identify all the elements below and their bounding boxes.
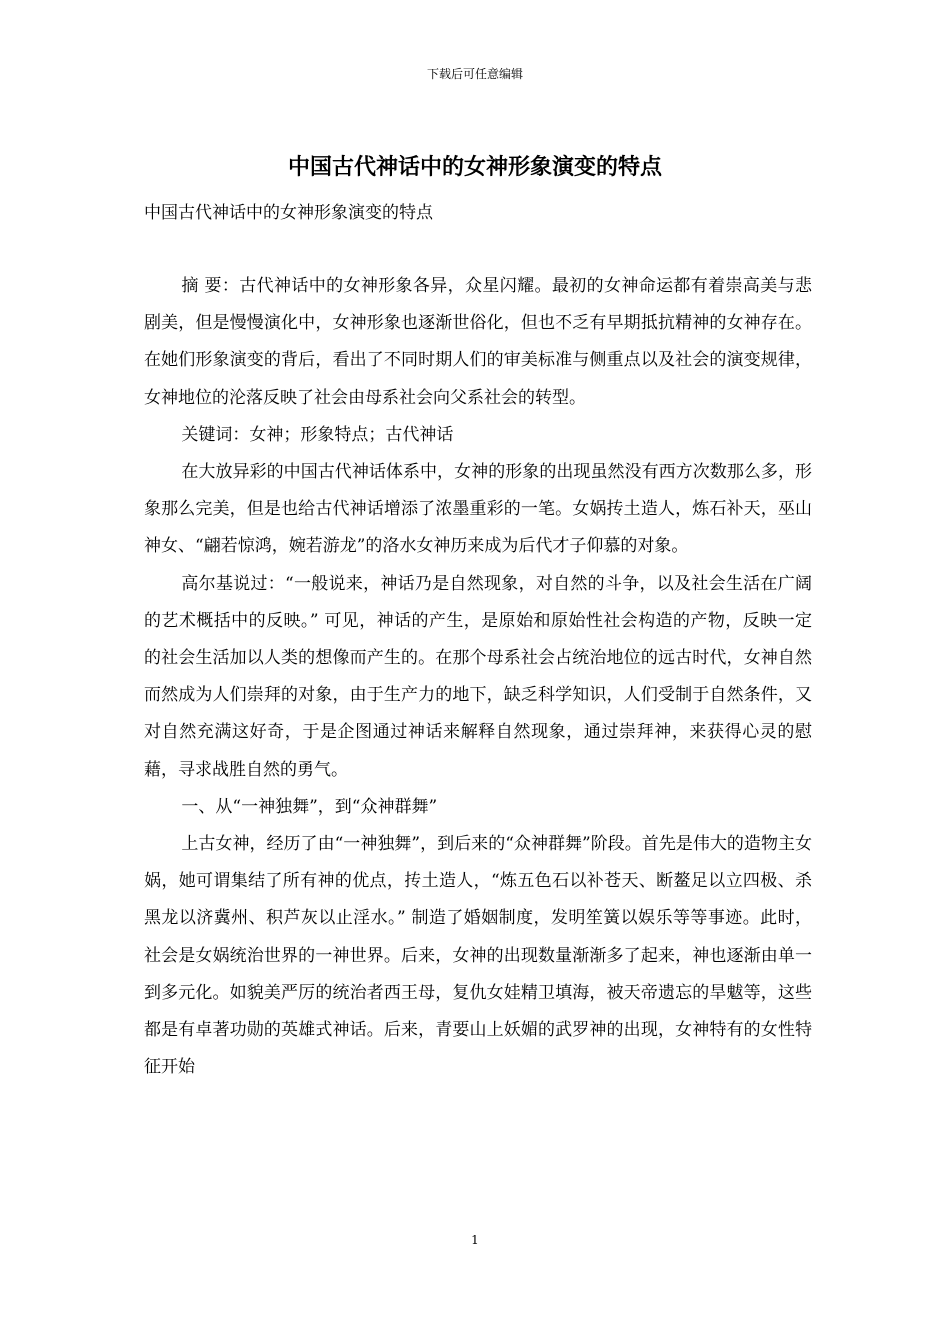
page-number: 1 xyxy=(471,1233,479,1247)
header-note: 下载后可任意编辑 xyxy=(426,67,523,81)
body-paragraph: 上古女神，经历了由“一神独舞”，到后来的“众神群舞”阶段。首先是伟大的造物主女娲，她可谓集结了所有神的优点，抟土造人，“炼五色石以补苍天、断鳌足以立四极、杀黑龙以济冀州、积芦灰以止淫水。” 制造了婚姻制度，发明笙簧以娱乐等等事迹。此时，社会是女娲统治世界的一神世界。后来，女神的出现数量渐渐多了起来，神也逐渐由单一到多元化。如貌美严厉的统治者西王母，复仇女娃精卫填海，被天帝遗忘的旱魃等，这些都是有卓著功勋的英雄式神话。后来，青要山上妖媚的武罗神的出现，女神特有的女性特征开始 xyxy=(144,834,812,1078)
document-subtitle: 中国古代神话中的女神形象演变的特点 xyxy=(144,203,433,223)
document-body xyxy=(144,268,812,1086)
section-heading: 一、从“一神独舞”，到“众神群舞” xyxy=(181,796,438,817)
body-paragraph: 高尔基说过：“一般说来，神话乃是自然现象，对自然的斗争，以及社会生活在广阔的艺术概括中的反映。” 可见，神话的产生，是原始和原始性社会构造的产物，反映一定的社会生活加以人类的想像而产生的。在那个母系社会占统治地位的远古时代，女神自然而然成为人们崇拜的对象，由于生产力的地下，缺乏科学知识，人们受制于自然条件，又对自然充满这好奇，于是企图通过神话来解释自然现象，通过崇拜神，来获得心灵的慰藉，寻求战胜自然的勇气。 xyxy=(144,573,812,780)
abstract-paragraph: 摘 要：古代神话中的女神形象各异，众星闪耀。最初的女神命运都有着崇高美与悲剧美，但是慢慢演化中，女神形象也逐渐世俗化，但也不乏有早期抵抗精神的女神存在。在她们形象演变的背后，看出了不同时期人们的审美标准与侧重点以及社会的演变规律，女神地位的沦落反映了社会由母系社会向父系社会的转型。 xyxy=(144,276,812,408)
body-paragraph: 在大放异彩的中国古代神话体系中，女神的形象的出现虽然没有西方次数那么多，形象那么完美，但是也给古代神话增添了浓墨重彩的一笔。女娲抟土造人，炼石补天，巫山神女、“翩若惊鸿，婉若游龙”的洛水女神历来成为后代才子仰慕的对象。 xyxy=(144,462,812,557)
keywords-paragraph: 关键词：女神；形象特点；古代神话 xyxy=(181,424,454,445)
document-title: 中国古代神话中的女神形象演变的特点 xyxy=(287,155,662,180)
